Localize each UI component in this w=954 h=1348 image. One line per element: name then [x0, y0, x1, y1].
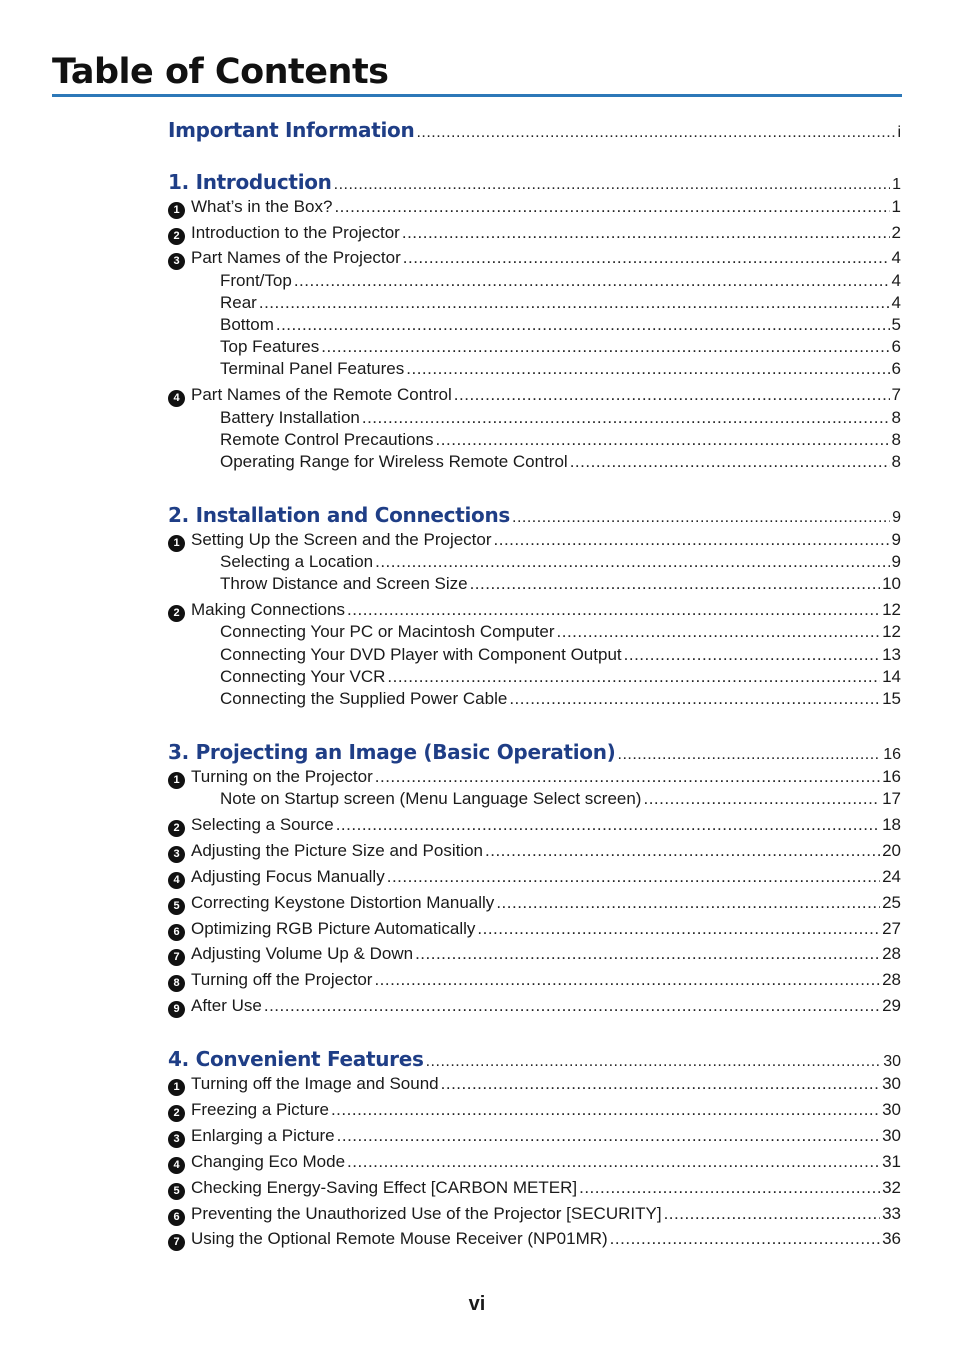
toc-item[interactable]	[168, 841, 901, 862]
dot-leader	[470, 574, 881, 594]
dot-leader	[321, 337, 889, 357]
toc-item[interactable]	[168, 385, 901, 406]
toc-item[interactable]	[168, 1126, 901, 1147]
toc-entry-label	[168, 622, 555, 642]
toc-entry-label	[168, 1204, 662, 1225]
toc-entry-text: Turning off the Image and Sound	[191, 1074, 439, 1093]
dot-leader	[264, 996, 880, 1016]
toc-sub[interactable]	[168, 315, 901, 335]
dot-leader	[387, 667, 880, 687]
dot-leader	[259, 293, 890, 313]
toc-sub[interactable]	[168, 408, 901, 428]
toc-entry-label	[168, 1126, 335, 1147]
toc-entry-text: Front/Top	[220, 271, 292, 290]
dot-leader	[276, 315, 890, 335]
toc-page-number: 14	[882, 667, 901, 686]
toc-entry-text: 4. Convenient Features	[168, 1047, 424, 1071]
toc-entry-label	[168, 815, 334, 836]
toc-sub[interactable]	[168, 622, 901, 642]
dot-leader	[416, 124, 895, 142]
toc-entry-label	[168, 248, 401, 269]
page-title: Table of Contents	[52, 52, 389, 92]
toc-entry-label	[168, 767, 373, 788]
toc-item[interactable]	[168, 1100, 901, 1121]
toc-entry-label	[168, 503, 510, 527]
toc-page-number: 8	[891, 430, 901, 449]
dot-leader	[557, 622, 881, 642]
toc-entry-label	[168, 118, 414, 142]
toc-entry-label	[168, 841, 483, 862]
toc-page-number: 15	[882, 689, 901, 708]
toc-entry-label	[168, 996, 262, 1017]
toc-entry-text: Using the Optional Remote Mouse Receiver (NP01MR)	[191, 1229, 608, 1248]
toc-entry-label	[168, 337, 319, 357]
toc-entry-label	[168, 893, 494, 914]
toc-page-number: 1	[891, 197, 901, 216]
toc-entry-text: 1. Introduction	[168, 170, 332, 194]
toc-chapter[interactable]	[168, 503, 901, 527]
toc-entry-label	[168, 1178, 577, 1199]
dot-leader	[610, 1229, 880, 1249]
toc-entry-text: Rear	[220, 293, 257, 312]
toc-entry-label	[168, 689, 507, 709]
toc-entry-text: Freezing a Picture	[191, 1100, 329, 1119]
dot-leader	[643, 789, 880, 809]
toc-chapter[interactable]	[168, 740, 901, 764]
toc-item[interactable]	[168, 1229, 901, 1250]
toc-entry-text: Selecting a Source	[191, 815, 334, 834]
toc-entry-text: Adjusting the Picture Size and Position	[191, 841, 484, 860]
toc-page-number: 1	[892, 176, 901, 193]
dot-leader	[334, 176, 890, 194]
toc-entry-text: Turning on the Projector	[191, 767, 373, 786]
toc-sub[interactable]	[168, 574, 901, 594]
toc-chapter[interactable]	[168, 1047, 901, 1071]
toc-page-number: 27	[882, 919, 901, 938]
toc-item[interactable]	[168, 600, 901, 621]
toc-item[interactable]	[168, 197, 901, 218]
toc-page-number: 4	[891, 248, 901, 267]
toc-entry-label	[168, 293, 257, 313]
toc-page-number: 9	[891, 552, 901, 571]
toc-entry-label	[168, 867, 385, 888]
toc-entry-label	[168, 919, 475, 940]
toc-entry-text: Setting Up the Screen and the Projector	[191, 530, 492, 549]
toc-page-number: 8	[891, 452, 901, 471]
toc-entry-label	[168, 1074, 439, 1095]
toc-page-number: 16	[882, 767, 901, 786]
section-number-badge: 8	[168, 975, 185, 992]
toc-entry-text: Preventing the Unauthorized Use of the Projector [SECURITY]	[191, 1204, 662, 1223]
toc-entry-text: Part Names of the Remote Control	[191, 385, 452, 404]
toc-page-number: 12	[882, 600, 901, 619]
section-number-badge: 1	[168, 202, 185, 219]
toc-item[interactable]	[168, 1152, 901, 1173]
section-number-badge: 7	[168, 949, 185, 966]
dot-leader	[334, 197, 889, 217]
dot-leader	[374, 970, 880, 990]
section-number-badge: 9	[168, 1001, 185, 1018]
dot-leader	[337, 1126, 880, 1146]
toc-entry-text: Connecting the Supplied Power Cable	[220, 689, 508, 708]
toc-entry-text: Checking Energy-Saving Effect [CARBON METER]	[191, 1178, 578, 1197]
dot-leader	[496, 893, 880, 913]
toc-page-number: 2	[891, 223, 901, 242]
dot-leader	[336, 815, 880, 835]
toc-entry-label	[168, 789, 641, 809]
toc-page-number: 20	[882, 841, 901, 860]
toc-item[interactable]	[168, 893, 901, 914]
toc-page-number: 5	[891, 315, 901, 334]
section-number-badge: 7	[168, 1234, 185, 1251]
section-number-badge: 4	[168, 872, 185, 889]
toc-page-number: 31	[882, 1152, 901, 1171]
section-number-badge: 2	[168, 1105, 185, 1122]
dot-leader	[441, 1074, 880, 1094]
toc-page-number: 8	[891, 408, 901, 427]
section-number-badge: 2	[168, 605, 185, 622]
toc-entry-text: What’s in the Box?	[191, 197, 333, 216]
toc-entry-text: Throw Distance and Screen Size	[220, 574, 468, 593]
toc-entry-label	[168, 600, 345, 621]
toc-page-number: 17	[882, 789, 901, 808]
toc-sub[interactable]	[168, 667, 901, 687]
toc-entry-label	[168, 408, 360, 428]
toc-item[interactable]	[168, 970, 901, 991]
toc-page-number: 29	[882, 996, 901, 1015]
toc-entry-text: Making Connections	[191, 600, 346, 619]
toc-item[interactable]	[168, 767, 901, 788]
dot-leader	[485, 841, 880, 861]
toc-entry-text: Correcting Keystone Distortion Manually	[191, 893, 495, 912]
section-number-badge: 6	[168, 1209, 185, 1226]
toc-entry-text: Connecting Your DVD Player with Component Output	[220, 645, 622, 664]
dot-leader	[406, 359, 889, 379]
toc-entry-label	[168, 452, 568, 472]
dot-leader	[402, 223, 890, 243]
dot-leader	[477, 919, 880, 939]
toc-entry-text: Top Features	[220, 337, 320, 356]
toc-page-number: 28	[882, 970, 901, 989]
dot-leader	[579, 1178, 880, 1198]
toc-entry-text: Terminal Panel Features	[220, 359, 405, 378]
toc-entry-text: Optimizing RGB Picture Automatically	[191, 919, 476, 938]
dot-leader	[375, 767, 880, 787]
toc-page-number: i	[897, 124, 901, 141]
toc-item[interactable]	[168, 1074, 901, 1095]
toc-item[interactable]	[168, 996, 901, 1017]
toc-entry-label	[168, 359, 404, 379]
section-number-badge: 2	[168, 228, 185, 245]
section-number-badge: 4	[168, 1157, 185, 1174]
toc-entry-text: Remote Control Precautions	[220, 430, 434, 449]
toc-page-number: 25	[882, 893, 901, 912]
dot-leader	[494, 530, 890, 550]
toc-item[interactable]	[168, 944, 901, 965]
toc-page-number: 12	[882, 622, 901, 641]
toc-sub[interactable]	[168, 789, 901, 809]
toc-entry-label	[168, 530, 492, 551]
toc-item[interactable]	[168, 248, 901, 269]
section-number-badge: 2	[168, 820, 185, 837]
toc-entry-text: Bottom	[220, 315, 274, 334]
toc-entry-label	[168, 385, 452, 406]
dot-leader	[570, 452, 890, 472]
dot-leader	[294, 271, 890, 291]
toc-entry-text: Turning off the Projector	[191, 970, 373, 989]
toc-entry-text: Battery Installation	[220, 408, 360, 427]
dot-leader	[509, 689, 880, 709]
toc-chapter[interactable]	[168, 118, 901, 142]
toc-page-number: 10	[882, 574, 901, 593]
toc-entry-text: Adjusting Volume Up & Down	[191, 944, 414, 963]
toc-sub[interactable]	[168, 293, 901, 313]
toc-entry-text: After Use	[191, 996, 262, 1015]
toc-page-number: 30	[883, 1053, 901, 1070]
toc-page-number: 13	[882, 645, 901, 664]
toc-entry-label	[168, 430, 434, 450]
toc-entry-text: 2. Installation and Connections	[168, 503, 511, 527]
dot-leader	[512, 509, 890, 527]
toc-entry-text: Changing Eco Mode	[191, 1152, 346, 1171]
section-number-badge: 6	[168, 924, 185, 941]
section-number-badge: 3	[168, 1131, 185, 1148]
toc-sub[interactable]	[168, 337, 901, 357]
toc-item[interactable]	[168, 867, 901, 888]
toc-entry-label	[168, 170, 332, 194]
toc-entry-text: Connecting Your PC or Macintosh Computer	[220, 622, 555, 641]
toc-page-number: 9	[891, 530, 901, 549]
section-number-badge: 1	[168, 1079, 185, 1096]
toc-page-number: 36	[882, 1229, 901, 1248]
toc-sub[interactable]	[168, 645, 901, 665]
toc-page-number: 30	[882, 1074, 901, 1093]
title-rule	[52, 94, 902, 97]
dot-leader	[426, 1053, 882, 1071]
toc-entry-label	[168, 1229, 608, 1250]
toc-chapter[interactable]	[168, 170, 901, 194]
toc-page-number: 18	[882, 815, 901, 834]
toc-page-number: 4	[891, 293, 901, 312]
toc-page-number: 24	[882, 867, 901, 886]
dot-leader	[387, 867, 880, 887]
section-number-badge: 5	[168, 1183, 185, 1200]
dot-leader	[362, 408, 890, 428]
toc-entry-text: 3. Projecting an Image (Basic Operation)	[168, 740, 616, 764]
toc-entry-text: Introduction to the Projector	[191, 223, 400, 242]
toc-sub[interactable]	[168, 359, 901, 379]
section-number-badge: 1	[168, 772, 185, 789]
toc-entry-label	[168, 740, 616, 764]
toc-page-number: 33	[882, 1204, 901, 1223]
toc-page-number: 30	[882, 1126, 901, 1145]
toc-entry-text: Adjusting Focus Manually	[191, 867, 385, 886]
dot-leader	[347, 1152, 880, 1172]
toc-page-number: 32	[882, 1178, 901, 1197]
toc-entry-label	[168, 1047, 424, 1071]
toc-sub[interactable]	[168, 452, 901, 472]
dot-leader	[331, 1100, 880, 1120]
toc-sub[interactable]	[168, 689, 901, 709]
dot-leader	[618, 746, 882, 764]
toc-entry-text: Part Names of the Projector	[191, 248, 401, 267]
toc-entry-text: Operating Range for Wireless Remote Control	[220, 452, 568, 471]
toc-item[interactable]	[168, 223, 901, 244]
toc-entry-label	[168, 574, 468, 594]
dot-leader	[403, 248, 890, 268]
section-number-badge: 4	[168, 390, 185, 407]
section-number-badge: 3	[168, 253, 185, 270]
toc-page-number: 9	[892, 509, 901, 526]
toc-entry-label	[168, 1100, 329, 1121]
page-number: vi	[468, 1293, 486, 1315]
dot-leader	[624, 645, 880, 665]
toc-entry-label	[168, 1152, 345, 1173]
toc-entry-text: Enlarging a Picture	[191, 1126, 335, 1145]
dot-leader	[436, 430, 890, 450]
toc-page-number: 16	[883, 746, 901, 763]
dot-leader	[375, 552, 889, 572]
toc-item[interactable]	[168, 815, 901, 836]
toc-page-number: 4	[891, 271, 901, 290]
section-number-badge: 3	[168, 846, 185, 863]
toc-item[interactable]	[168, 530, 901, 551]
toc-entry-label	[168, 944, 413, 965]
toc-item[interactable]	[168, 1204, 901, 1225]
toc-page-number: 7	[891, 385, 901, 404]
toc-item[interactable]	[168, 1178, 901, 1199]
toc-page-number: 6	[891, 359, 901, 378]
toc-entry-text: Selecting a Location	[220, 552, 374, 571]
toc-item[interactable]	[168, 919, 901, 940]
section-number-badge: 5	[168, 898, 185, 915]
toc-entry-label	[168, 315, 274, 335]
toc-entry-text: Connecting Your VCR	[220, 667, 386, 686]
dot-leader	[347, 600, 880, 620]
toc-page-number: 30	[882, 1100, 901, 1119]
toc-sub[interactable]	[168, 430, 901, 450]
toc-page-number: 28	[882, 944, 901, 963]
dot-leader	[664, 1204, 881, 1224]
toc-entry-text: Note on Startup screen (Menu Language Select screen)	[220, 789, 642, 808]
toc-entry-label	[168, 970, 372, 991]
section-number-badge: 1	[168, 535, 185, 552]
toc-entry-label	[168, 645, 622, 665]
toc-entry-label	[168, 552, 373, 572]
toc-entry-label	[168, 271, 292, 291]
toc-entry-text: Important Information	[168, 118, 415, 142]
toc-entry-label	[168, 667, 385, 687]
dot-leader	[454, 385, 890, 405]
toc-entry-label	[168, 197, 332, 218]
toc-entry-label	[168, 223, 400, 244]
toc-sub[interactable]	[168, 271, 901, 291]
toc-page-number: 6	[891, 337, 901, 356]
dot-leader	[415, 944, 880, 964]
toc-sub[interactable]	[168, 552, 901, 572]
